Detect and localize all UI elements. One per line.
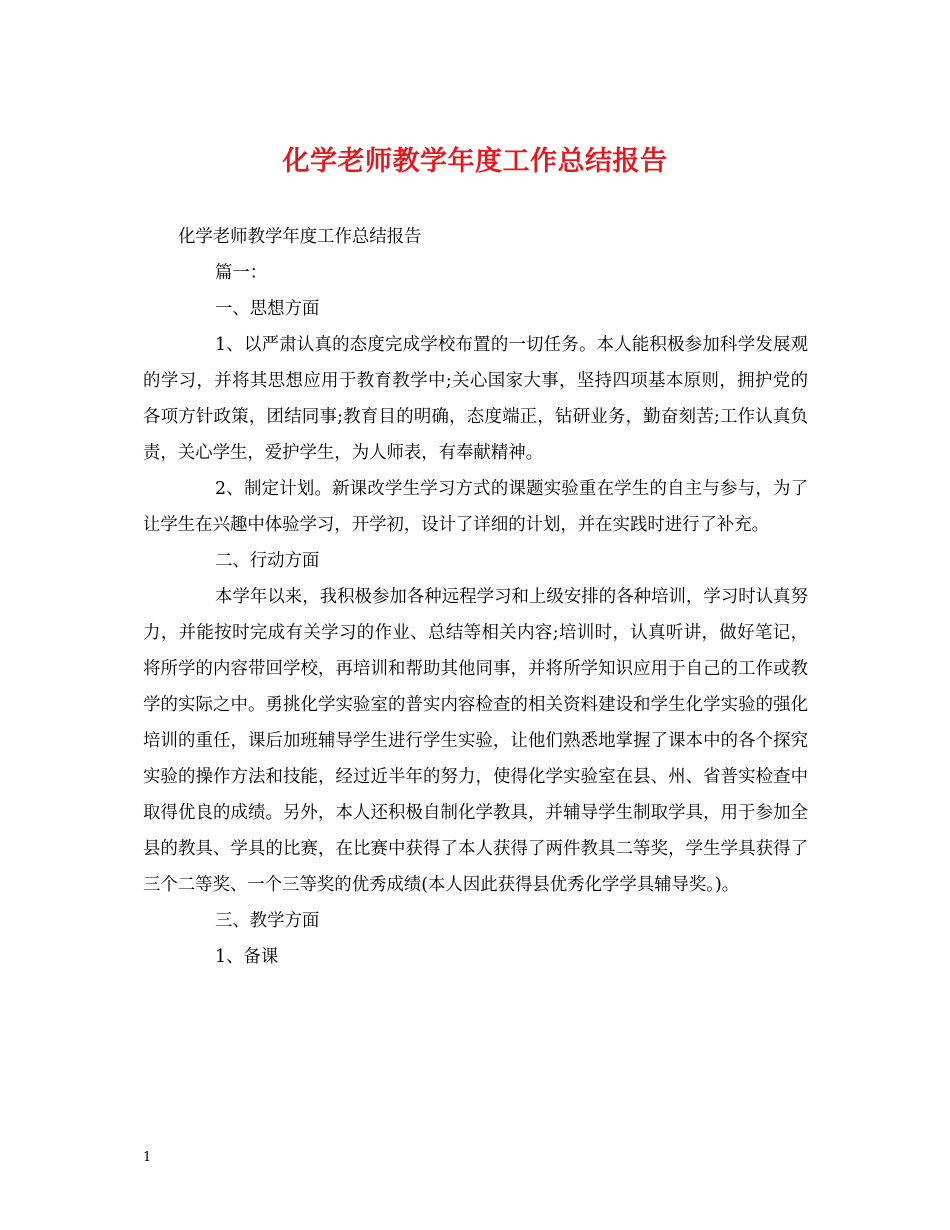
paragraph-ideology-1: 1、以严肃认真的态度完成学校布置的一切任务。本人能积极参加科学发展观的学习，并将其思想应用于教育教学中;关心国家大事，坚持四项基本原则，拥护党的各项方针政策，团结同事;教育目的明确，态度端正，钻研业务，勤奋刻苦;工作认真负责，关心学生，爱护学生，为人师表，有奉献精神。	[143, 335, 808, 463]
page-number: 1	[143, 1150, 152, 1165]
paragraph-action: 本学年以来，我积极参加各种远程学习和上级安排的各种培训，学习时认真努力，并能按时完成有关学习的作业、总结等相关内容;培训时，认真听讲，做好笔记，将所学的内容带回学校，再培训和帮助其他同事，并将所学知识应用于自己的工作或教学的实际之中。勇挑化学实验室的普实内容检查的相关资料建设和学生化学实验的强化培训的重任，课后加班辅导学生进行学生实验，让他们熟悉地掌握了课本中的各个探究实验的操作方法和技能，经过近半年的努力，使得化学实验室在县、州、省普实检查中取得优良的成绩。另外，本人还积极自制化学教具，并辅导学生制取学具，用于参加全县的教具、学具的比赛，在比赛中获得了本人获得了两件教具二等奖，学生学具获得了三个二等奖、一个三等奖的优秀成绩(本人因此获得县优秀化学学具辅导奖。)。	[143, 587, 808, 895]
heading-action: 二、行动方面	[215, 551, 320, 571]
heading-ideology: 一、思想方面	[215, 299, 320, 319]
document-title: 化学老师教学年度工作总结报告	[282, 146, 668, 177]
heading-teaching: 三、教学方面	[215, 911, 320, 931]
subtitle-paragraph: 化学老师教学年度工作总结报告	[178, 227, 422, 247]
document-body	[143, 219, 808, 975]
section-label: 篇一：	[215, 263, 268, 283]
paragraph-ideology-2: 2、制定计划。新课改学生学习方式的课题实验重在学生的自主与参与，为了让学生在兴趣中体验学习，开学初，设计了详细的计划，并在实践时进行了补充。	[143, 479, 808, 535]
heading-lesson-prep: 1、备课	[215, 947, 279, 967]
